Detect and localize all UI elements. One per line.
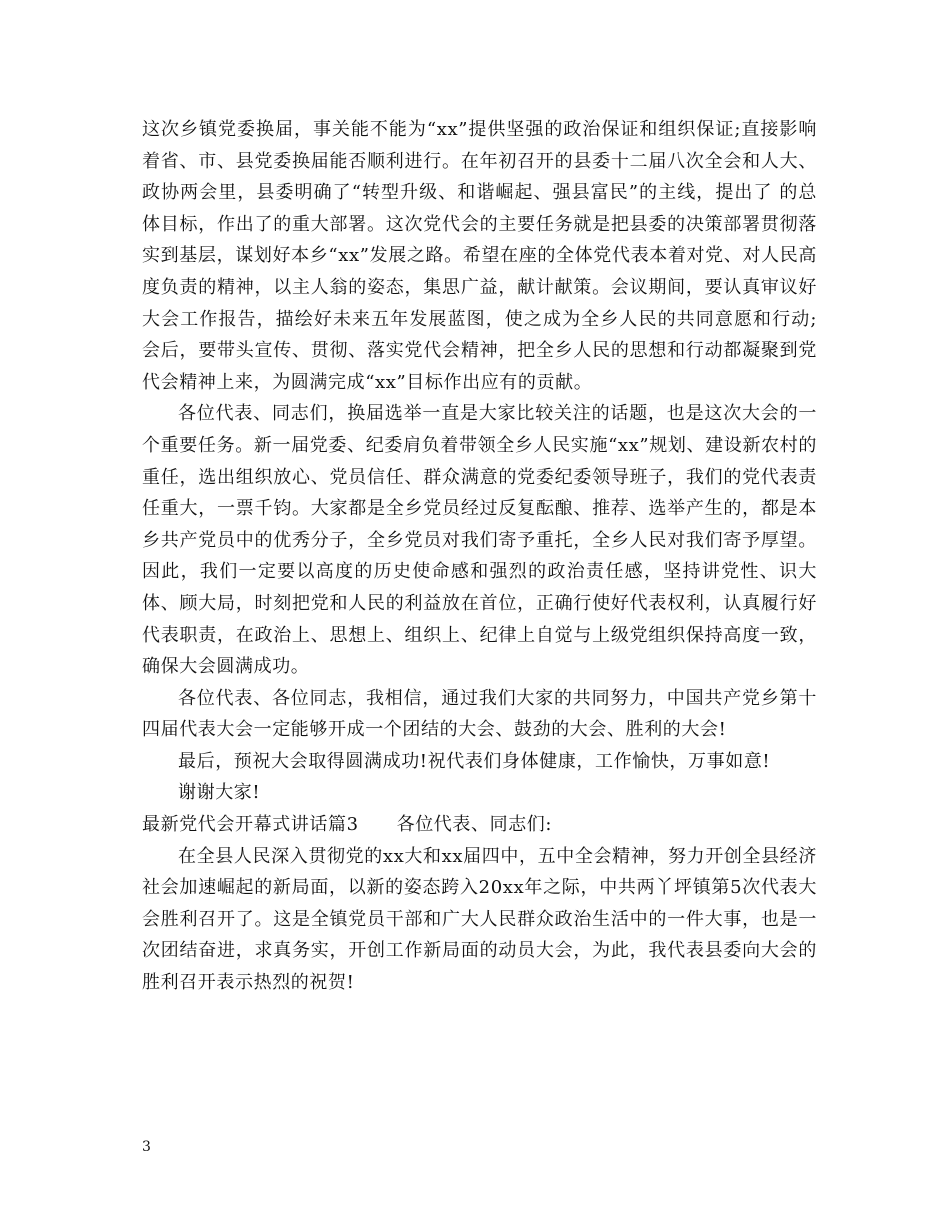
section-title: 最新党代会开幕式讲话篇3 [142,814,359,836]
paragraph-2: 各位代表、同志们，换届选举一直是大家比较关注的话题，也是这次大会的一个重要任务。新一届党委、纪委肩负着带领全乡人民实施“xx”规划、建设新农村的重任，选出组织放心、党员信任、群众满意的党委纪委领导班子，我们的党代表责任重大，一票千钧。大家都是全乡党员经过反复酝酿、推荐、选举产生的，都是本乡共产党员中的优秀分子，全乡党员对我们寄予重托，全乡人民对我们寄予厚望。因此，我们一定要以高度的历史使命感和强烈的政治责任感，坚持讲党性、识大体、顾大局，时刻把党和人民的利益放在首位，正确行使好代表权利，认真履行好代表职责，在政治上、思想上、组织上、纪律上自觉与上级党组织保持高度一致，确保大会圆满成功。 [142,403,817,678]
section-heading-line [142,809,817,841]
paragraph-5: 谢谢大家! [178,782,261,804]
page-number: 3 [142,1139,151,1155]
document-body [142,114,817,999]
paragraph-4: 最后，预祝大会取得圆满成功!祝代表们身体健康，工作愉快，万事如意! [178,750,771,772]
paragraph-1: 这次乡镇党委换届，事关能不能为“xx”提供坚强的政治保证和组织保证;直接影响着省、市、县党委换届能否顺利进行。在年初召开的县委十二届八次全会和人大、政协两会里，县委明确了“转型升级、和谐崛起、强县富民”的主线，提出了 的总体目标，作出了的重大部署。这次党代会的主要任务就是把县委的决策部署贯彻落实到基层，谋划好本乡“xx”发展之路。希望在座的全体党代表本着对党、对人民高度负责的精神，以主人翁的姿态，集思广益，献计献策。会议期间，要认真审议好大会工作报告，描绘好未来五年发展蓝图，使之成为全乡人民的共同意愿和行动;会后，要带头宣传、贯彻、落实党代会精神，把全乡人民的思想和行动都凝聚到党代会精神上来，为圆满完成“xx”目标作出应有的贡献。 [142,119,817,393]
paragraph-3: 各位代表、各位同志，我相信，通过我们大家的共同努力，中国共产党乡第十四届代表大会一定能够开成一个团结的大会、鼓劲的大会、胜利的大会! [142,687,817,741]
paragraph-6: 在全县人民深入贯彻党的xx大和xx届四中，五中全会精神，努力开创全县经济社会加速崛起的新局面，以新的姿态跨入20xx年之际，中共两丫坪镇第5次代表大会胜利召开了。这是全镇党员干部和广大人民群众政治生活中的一件大事，也是一次团结奋进，求真务实，开创工作新局面的动员大会，为此，我代表县委向大会的胜利召开表示热烈的祝贺! [142,845,817,994]
section-greeting: 各位代表、同志们: [396,814,553,836]
